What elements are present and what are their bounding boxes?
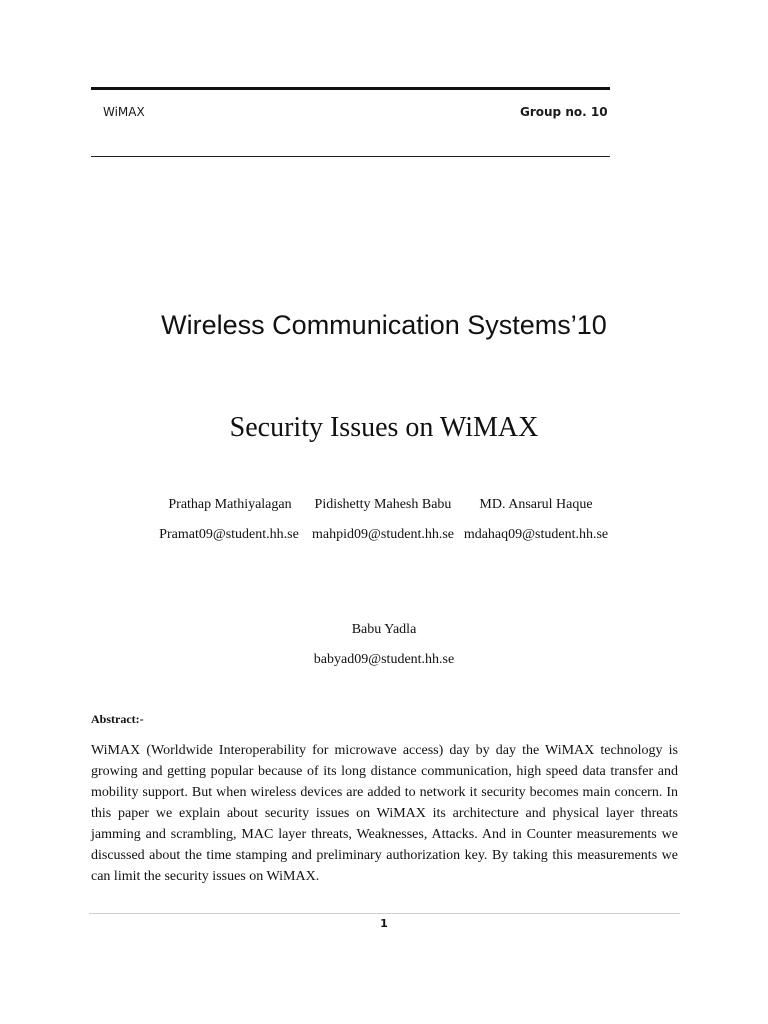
author-email: Pramat09@student.hh.se	[159, 527, 299, 542]
author-email: mdahaq09@student.hh.se	[463, 527, 609, 542]
author-name: Prathap Mathiyalagan	[168, 497, 292, 512]
running-header-title: WiMAX	[103, 105, 145, 119]
paper-title: Security Issues on WiMAX	[229, 412, 539, 443]
header-top-rule	[91, 87, 610, 90]
abstract-heading: Abstract:-	[91, 712, 144, 726]
header-bottom-rule	[91, 156, 610, 157]
footer-rule	[89, 913, 680, 914]
course-title: Wireless Communication Systems’10	[161, 310, 607, 340]
page-number: 1	[380, 917, 388, 930]
author-name: MD. Ansarul Haque	[479, 497, 593, 512]
author-email: babyad09@student.hh.se	[313, 652, 455, 667]
author-name: Pidishetty Mahesh Babu	[314, 497, 452, 512]
running-header-group: Group no. 10	[520, 105, 608, 119]
author-email: mahpid09@student.hh.se	[312, 527, 454, 542]
abstract-text: WiMAX (Worldwide Interoperability for microwave access) day by day the WiMAX technology is growing and getting popular because of its long distance communication, high speed data transfer and mobility support. But when wireless devices are added to network it security becomes main concern. In this paper we explain about security issues on WiMAX its architecture and physical layer threats jamming and scrambling, MAC layer threats, Weaknesses, Attacks. And in Counter measurements we discussed about the time stamping and preliminary authorization key. By taking this measurements we can limit the security issues on WiMAX.	[91, 743, 678, 884]
author-name: Babu Yadla	[351, 622, 417, 637]
